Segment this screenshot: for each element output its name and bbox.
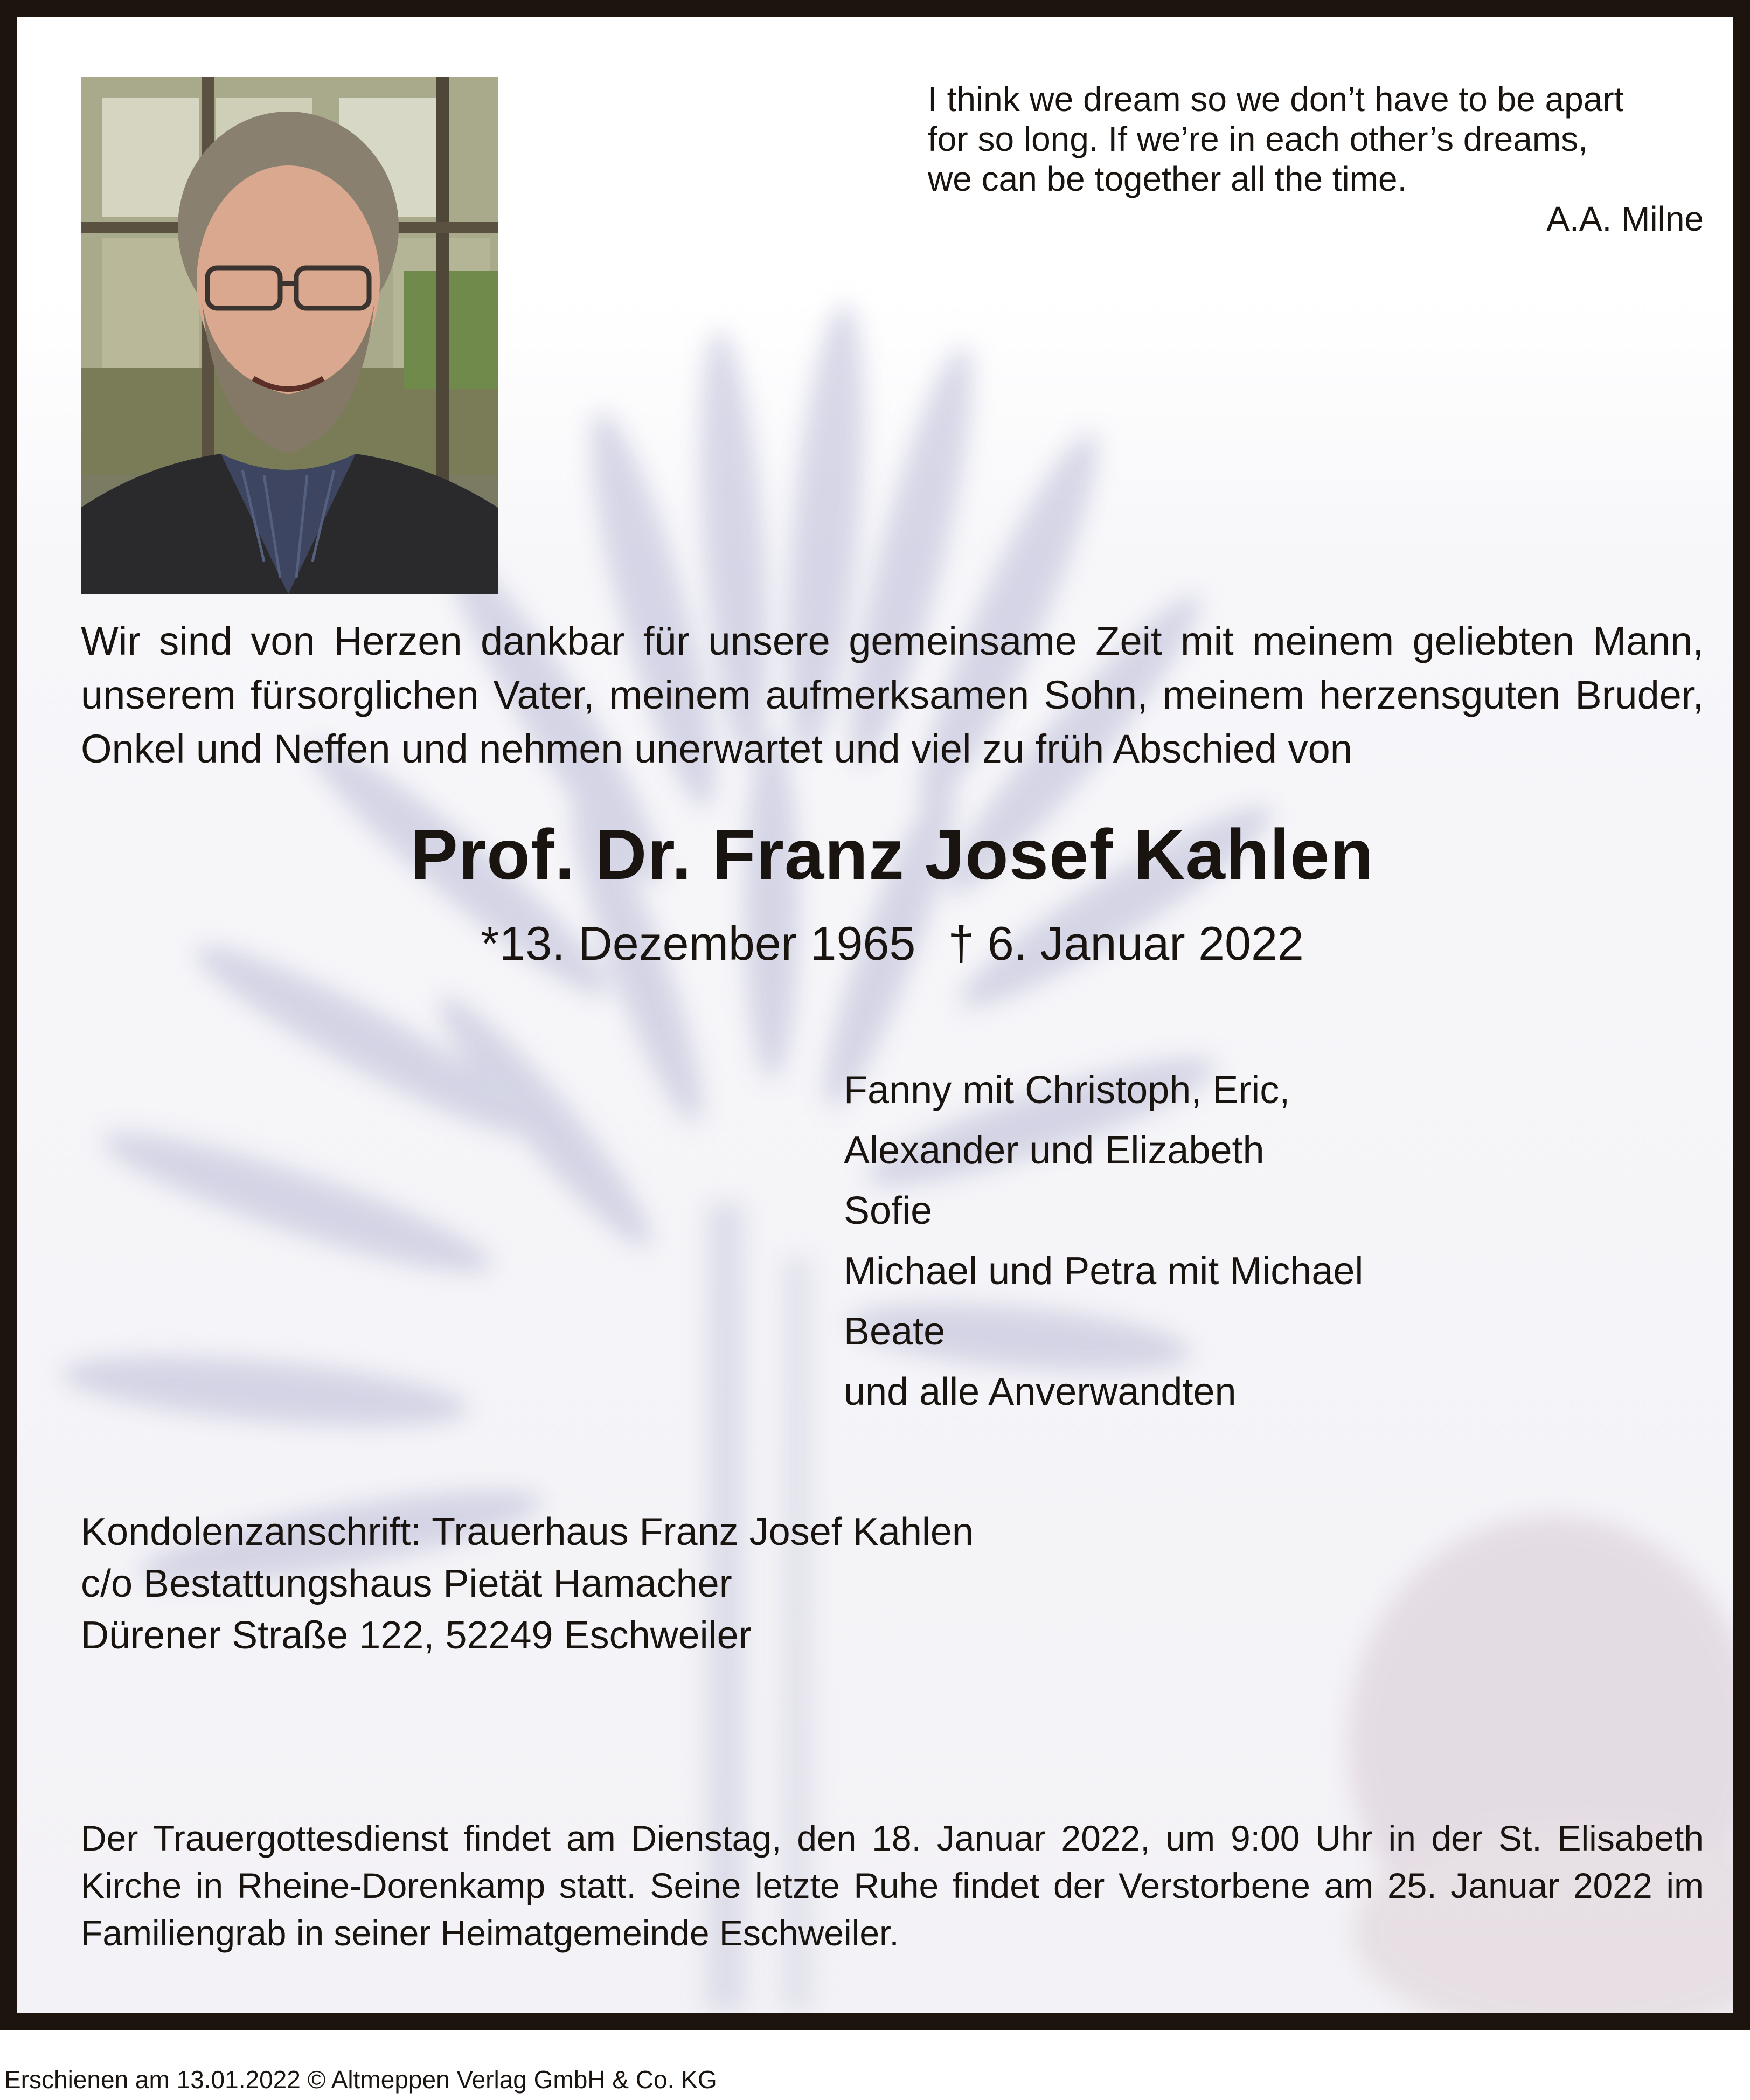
family-member: Alexander und Elizabeth [844,1129,1265,1172]
intro-paragraph: Wir sind von Herzen dankbar für unsere gemeinsame Zeit mit meinem geliebten Mann, unserem fürsorglichen Vater, meinem aufmerksamen Sohn, meinem herzensguten Bruder, Onkel und Neffen und nehmen unerwartet und viel zu früh Abschied von [81,619,1704,771]
family-member: Beate [844,1310,946,1353]
deceased-name: Prof. Dr. Franz Josef Kahlen [410,815,1374,894]
condolence-address [81,1506,974,1661]
publication-footer: Erschienen am 13.01.2022 © Altmeppen Verlag GmbH & Co. KG [4,2066,717,2094]
address-line: c/o Bestattungshaus Pietät Hamacher [81,1562,732,1605]
death-date: † 6. Januar 2022 [948,917,1304,970]
birth-date: *13. Dezember 1965 [481,917,916,970]
portrait-photo [81,77,498,594]
life-dates [17,916,1750,971]
family-member: und alle Anverwandten [844,1370,1237,1413]
address-line: Dürener Straße 122, 52249 Eschweiler [81,1614,752,1657]
quote-author: A.A. Milne [1546,199,1704,238]
quote-line: we can be together all the time. [928,160,1407,198]
quote-block [928,79,1704,239]
quote-line: I think we dream so we don’t have to be apart [928,80,1624,119]
family-list [844,1060,1363,1422]
quote-line: for so long. If we’re in each other’s dreams, [928,120,1588,158]
funeral-service-info: Der Trauergottesdienst findet am Dienstag, den 18. Januar 2022, um 9:00 Uhr in der St. Elisabeth Kirche in Rheine-Dorenkamp statt. Seine letzte Ruhe findet der Verstorbene am 25. Januar 2022 im Familiengrab in seiner Heimatgemeinde Eschweiler. [81,1818,1704,1953]
family-member: Michael und Petra mit Michael [844,1250,1364,1293]
address-line: Kondolenzanschrift: Trauerhaus Franz Josef Kahlen [81,1510,974,1554]
family-member: Fanny mit Christoph, Eric, [844,1069,1290,1112]
family-member: Sofie [844,1189,933,1232]
